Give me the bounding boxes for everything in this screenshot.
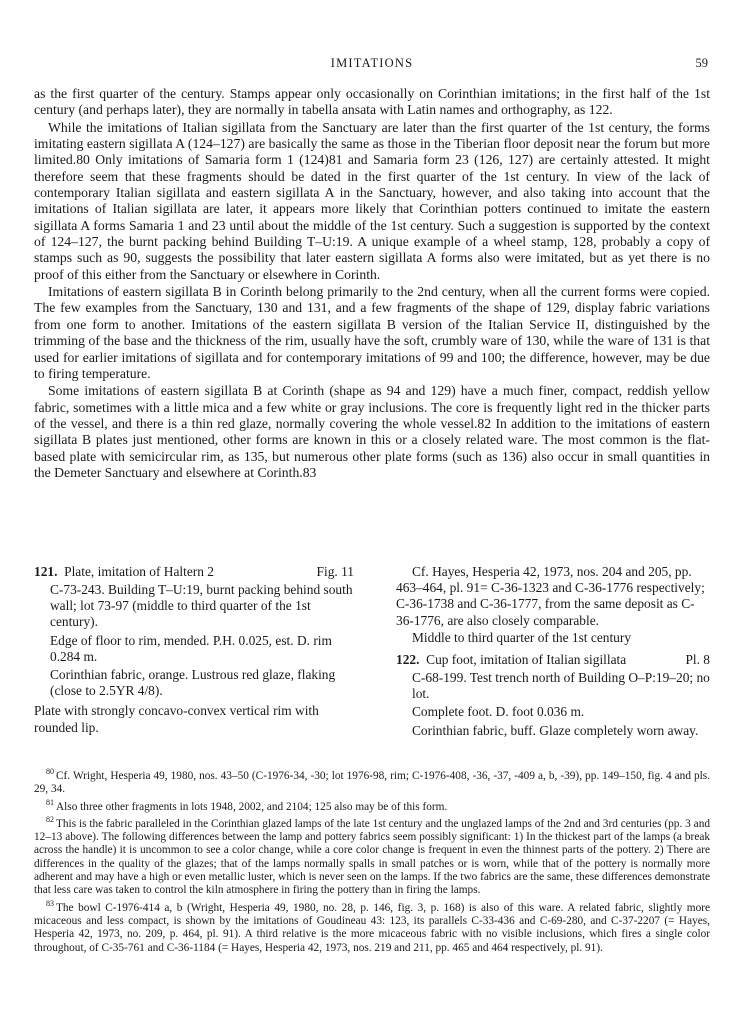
catalog-entry-121-heading bbox=[34, 564, 354, 582]
paragraph: Imitations of eastern sigillata B in Corinth belong primarily to the 2nd century, when all the current forms were copied. The few examples from the Sanctuary, 130 and 131, and a few fragments of the shape of 129, display fabric variations from one form to another. Imitations of the eastern sigillata B version of the Italian Service II, distinguished by the trimming of the base and the thickness of the rim, usually have the soft, crumbly ware of 130, while the ware of 131 is that used for earlier imitations of sigillata and for contemporary imitations of 99 and 100; the difference, however, may be due to firing temperature. bbox=[34, 284, 710, 381]
footnote-number: 81 bbox=[46, 797, 54, 807]
figure-reference: Fig. 11 bbox=[316, 564, 354, 579]
catalog-fabric: Corinthian fabric, buff. Glaze completely worn away. bbox=[412, 722, 699, 738]
catalog-column-right bbox=[396, 564, 710, 741]
catalog-entry-122-heading bbox=[396, 652, 710, 670]
footnote-number: 80 bbox=[46, 767, 54, 777]
footnote-text: This is the fabric paralleled in the Corinthian glazed lamps of the late 1st century and the unglazed lamps of the 2nd and 3rd centuries (pp. 3 and 12–13 above). The following differences between the lamp and pottery fabrics seem possibly significant: 1) In the thickest part of the lamps (a break across the handle) it is uncommon to see a color change, while a core color change is frequent in even the thinnest parts of the pottery. 2) There are differences in the quality of the glazes; that of the lamps normally spalls in small patches or is worn, while that of the pottery is normally more adherent and may have a high or even metallic luster, which is never seen on the lamps. If the two fabrics are the same, these differences demonstrate that less care was taken to control the kiln atmosphere in firing the pottery than in firing the lamps. bbox=[34, 817, 710, 897]
footnote-text: The bowl C-1976-414 a, b (Wright, Hesperia 49, 1980, no. 28, p. 146, fig. 3, p. 168) is also of this ware. A related fabric, slightly more micaceous and less compact, is shown by the imitations of Goudineau 43: 123, its parallels C-33-436 and C-69-280, and C-37-2207 (= Hayes, Hesperia 42, 1973, no. 209, p. 464, pl. 91). A third relative is the more micaceous fabric with no visible inclusions, which fires a single color throughout, of C-35-761 and C-36-1184 (= Hayes, Hesperia 42, 1973, nos. 219 and 211, pp. 465 and 464 respectively, pl. 91). bbox=[34, 901, 710, 954]
catalog-number: 121. bbox=[34, 564, 58, 579]
page bbox=[34, 0, 710, 1024]
catalog-date: Middle to third quarter of the 1st century bbox=[412, 629, 632, 645]
footnote bbox=[34, 898, 710, 955]
catalog-dimensions: Complete foot. D. foot 0.036 m. bbox=[412, 704, 585, 720]
catalog-title: Plate, imitation of Haltern 2 bbox=[64, 564, 215, 579]
footnote bbox=[34, 767, 710, 797]
catalog-comparanda: Cf. Hayes, Hesperia 42, 1973, nos. 204 and 205, pp. 463–464, pl. 91= C-36-1323 and C-36-1776 respectively; C-36-1738 and C-36-1777, from the same deposit as C-36-1776, are also closely comparable. bbox=[396, 564, 705, 628]
paragraph: as the first quarter of the century. Stamps appear only occasionally on Corinthian imitations; in the first half of the 1st century (and perhaps later), they are normally in tabella ansata with Latin names and orthography, as 122. bbox=[34, 86, 710, 118]
footnotes bbox=[34, 767, 710, 959]
footnote-text: Cf. Wright, Hesperia 49, 1980, nos. 43–50 (C-1976-34, -30; lot 1976-98, rim; C-1976-408, -36, -37, -409 a, b, -39), pp. 149–150, fig. 4 and pls. 29, 34. bbox=[34, 770, 710, 796]
paragraph: While the imitations of Italian sigillata from the Sanctuary are later than the first quarter of the 1st century, the forms imitating eastern sigillata A (124–127) are basically the same as those in the Tiberian floor deposit near the forum but more limited.80 Only imitations of Samaria form 1 (124)81 and Samaria form 23 (126, 127) are certainly attested. It might therefore seem that these fragments should be dated in the first quarter of the 1st century. In view of the lack of contemporary Italian sigillata and eastern sigillata A in the Sanctuary, however, and also taking into account that the imitations of Italian sigillata are later, it appears more likely that Corinthian potters continued to imitate the eastern sigillata A forms Samaria 1 and 23 until about the middle of the 1st century. Such a suggestion is supported by the context of 124–127, the burnt packing behind Building T–U:19. A unique example of a wheel stamp, 128, probably a copy of stamps such as 90, suggests the possibility that later eastern sigillata A forms also were imitated, but as yet there is no proof of this either from the Sanctuary or elsewhere in Corinth. bbox=[34, 119, 710, 282]
plate-reference: Pl. 8 bbox=[685, 652, 710, 668]
catalog-number: 122. bbox=[396, 652, 420, 668]
page-header bbox=[34, 56, 710, 76]
footnote bbox=[34, 815, 710, 898]
catalog-dimensions: Edge of floor to rim, mended. P.H. 0.025, est. D. rim 0.284 m. bbox=[50, 632, 332, 664]
catalog-title: Cup foot, imitation of Italian sigillata bbox=[426, 652, 627, 668]
catalog-fabric: Corinthian fabric, orange. Lustrous red glaze, flaking (close to 2.5YR 4/8). bbox=[50, 667, 336, 699]
body-text bbox=[34, 86, 710, 482]
catalog-context: C-73-243. Building T–U:19, burnt packing behind south wall; lot 73-97 (middle to third quarter of the 1st century). bbox=[50, 582, 353, 630]
paragraph: Some imitations of eastern sigillata B at Corinth (shape as 94 and 129) have a much finer, compact, reddish yellow fabric, sometimes with a little mica and a few white or gray inclusions. The core is frequently light red in the thicker parts of the vessel, and there is a thin red glaze, normally covering the whole vessel.82 In addition to the imitations of eastern sigillata B plates just mentioned, other forms are known in this or a closely related ware. The most common is the flat-based plate with semicircular rim, as 135, but numerous other plate forms (such as 136) also occur in small quantities in the Demeter Sanctuary and elsewhere at Corinth.83 bbox=[34, 383, 710, 480]
footnote-number: 82 bbox=[46, 815, 54, 825]
running-title: IMITATIONS bbox=[330, 56, 414, 70]
catalog-context: C-68-199. Test trench north of Building O–P:19–20; no lot. bbox=[412, 670, 710, 702]
catalog-description: Plate with strongly concavo-convex vertical rim with rounded lip. bbox=[34, 703, 319, 735]
page-number: 59 bbox=[695, 56, 708, 70]
catalog-entries bbox=[34, 564, 710, 760]
footnote-number: 83 bbox=[46, 898, 54, 908]
footnote-text: Also three other fragments in lots 1948, 2002, and 2104; 125 also may be of this form. bbox=[56, 800, 448, 813]
catalog-column-left bbox=[34, 564, 354, 736]
footnote bbox=[34, 797, 710, 814]
